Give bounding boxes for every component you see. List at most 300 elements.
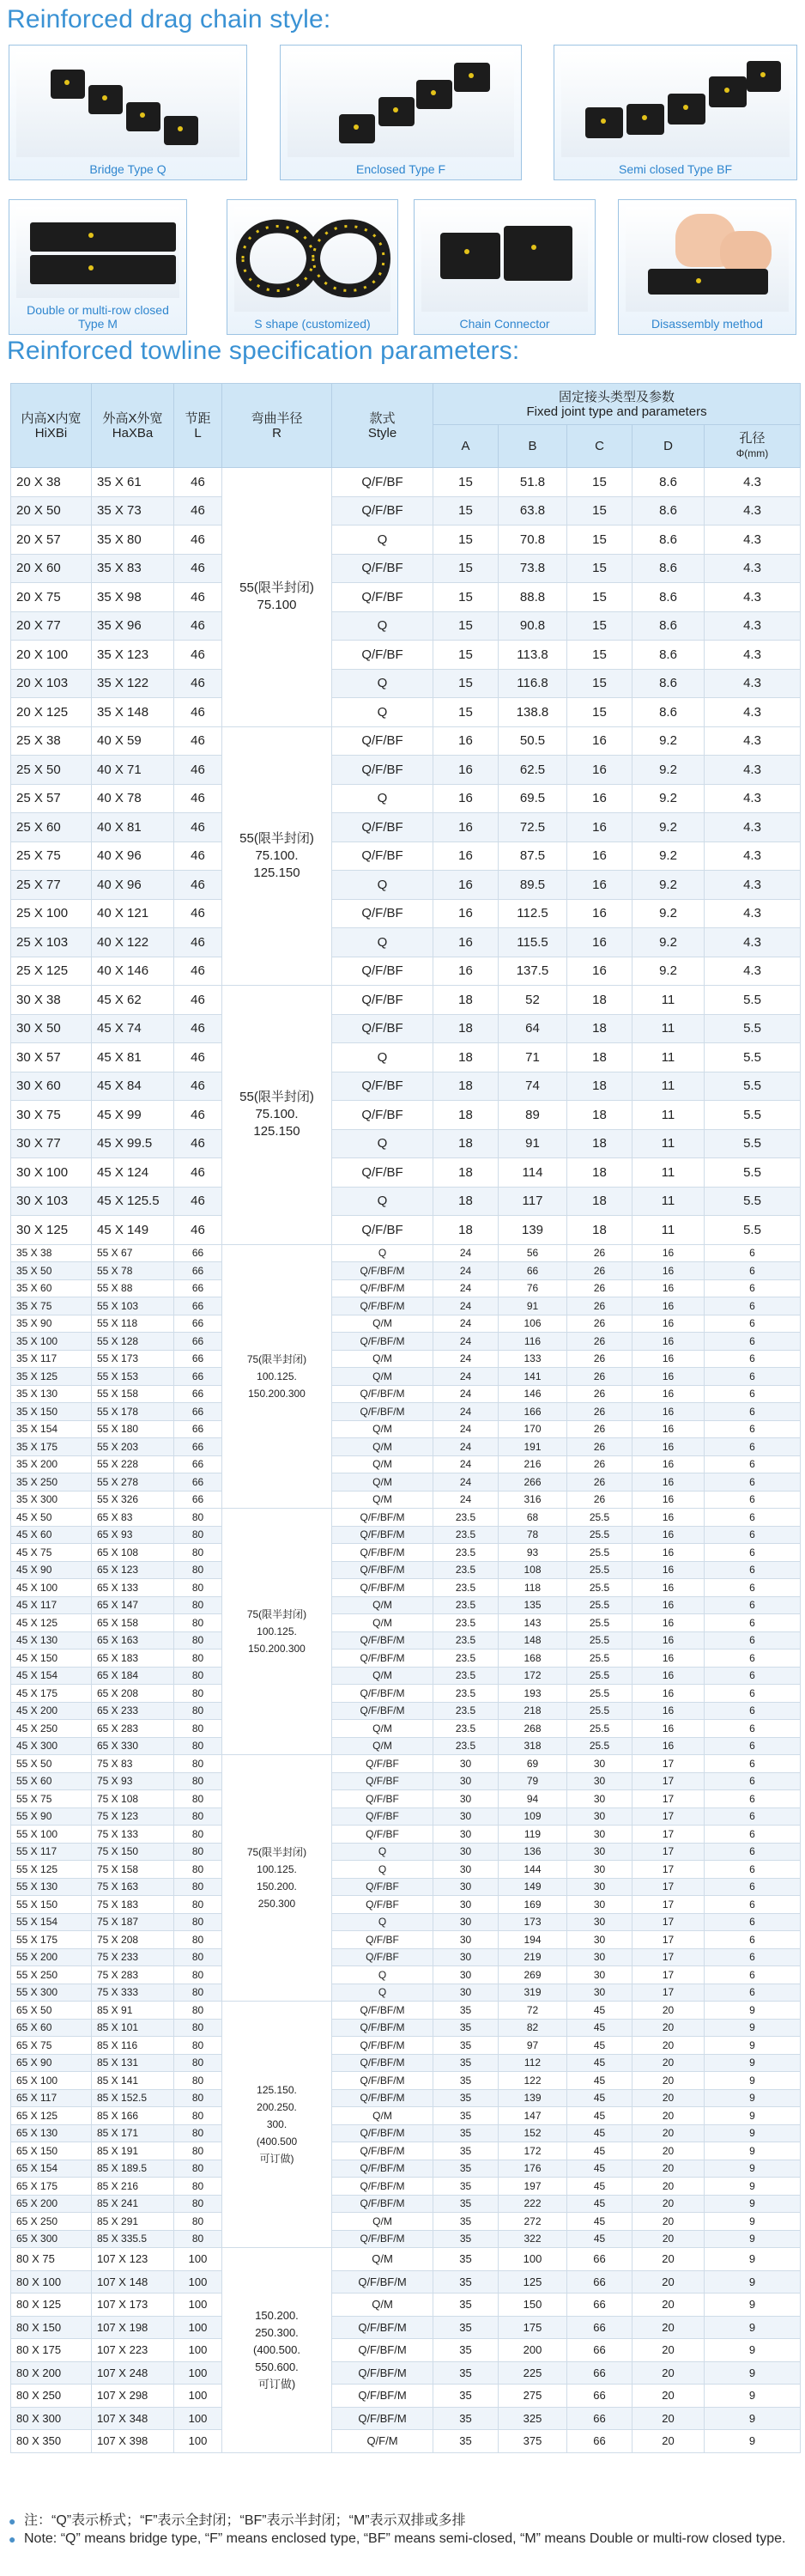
- cell-a: 30: [433, 1790, 499, 1808]
- cell-hole: 5.5: [705, 1158, 801, 1188]
- table-row: [11, 1913, 801, 1931]
- cell-pitch: 46: [174, 496, 222, 526]
- cell-a: 18: [433, 986, 499, 1015]
- cell-od: 45 X 74: [92, 1014, 174, 1043]
- cell-c: 26: [567, 1438, 632, 1456]
- cell-hole: 6: [705, 1403, 801, 1421]
- cell-a: 18: [433, 1187, 499, 1216]
- cell-a: 30: [433, 1807, 499, 1826]
- cell-od: 75 X 150: [92, 1843, 174, 1861]
- cell-style: Q/F/BF/M: [332, 1333, 433, 1351]
- cell-c: 26: [567, 1473, 632, 1492]
- cell-style: Q: [332, 669, 433, 698]
- table-row: [11, 1667, 801, 1685]
- cell-d: 16: [632, 1491, 705, 1509]
- cell-d: 17: [632, 1843, 705, 1861]
- cell-pitch: 100: [174, 2407, 222, 2430]
- cell-a: 23.5: [433, 1720, 499, 1738]
- cell-a: 24: [433, 1420, 499, 1438]
- cell-pitch: 80: [174, 2195, 222, 2213]
- cell-c: 25.5: [567, 1579, 632, 1597]
- bend-radius-cell: 75(限半封闭) 100.125. 150.200.300: [222, 1509, 332, 1755]
- semi-closed-chain-photo-icon: [561, 52, 790, 157]
- cell-d: 16: [632, 1631, 705, 1649]
- cell-c: 66: [567, 2385, 632, 2408]
- cell-style: Q/M: [332, 2248, 433, 2271]
- cell-pitch: 46: [174, 957, 222, 986]
- cell-c: 15: [567, 641, 632, 670]
- cell-pitch: 80: [174, 1807, 222, 1826]
- cell-od: 107 X 248: [92, 2361, 174, 2385]
- cell-c: 26: [567, 1350, 632, 1368]
- col-hole: [705, 425, 801, 468]
- s-shape-chain-photo-icon: [234, 207, 390, 312]
- cell-b: 166: [499, 1403, 567, 1421]
- cell-c: 26: [567, 1244, 632, 1262]
- cell-hole: 5.5: [705, 1014, 801, 1043]
- cell-c: 16: [567, 841, 632, 871]
- cell-id: 45 X 117: [11, 1596, 92, 1614]
- cell-a: 23.5: [433, 1685, 499, 1703]
- cell-b: 175: [499, 2316, 567, 2339]
- cell-b: 89.5: [499, 871, 567, 900]
- table-row: [11, 611, 801, 641]
- cell-hole: 9: [705, 2195, 801, 2213]
- cell-a: 16: [433, 899, 499, 928]
- cell-style: Q/F/BF: [332, 1807, 433, 1826]
- table-row: [11, 1244, 801, 1262]
- cell-id: 25 X 100: [11, 899, 92, 928]
- cell-b: 225: [499, 2361, 567, 2385]
- cell-pitch: 66: [174, 1350, 222, 1368]
- cell-hole: 6: [705, 1667, 801, 1685]
- cell-id: 20 X 50: [11, 496, 92, 526]
- cell-a: 35: [433, 2230, 499, 2248]
- cell-id: 45 X 125: [11, 1614, 92, 1632]
- cell-od: 85 X 335.5: [92, 2230, 174, 2248]
- cell-id: 55 X 250: [11, 1966, 92, 1984]
- cell-pitch: 80: [174, 1755, 222, 1773]
- cell-hole: 9: [705, 2072, 801, 2090]
- cell-style: Q: [332, 1861, 433, 1879]
- cell-d: 20: [632, 2160, 705, 2178]
- cell-c: 15: [567, 698, 632, 727]
- table-row: [11, 1544, 801, 1562]
- cell-od: 85 X 152.5: [92, 2089, 174, 2107]
- cell-od: 45 X 124: [92, 1158, 174, 1188]
- cell-c: 66: [567, 2430, 632, 2453]
- cell-style: Q: [332, 1129, 433, 1158]
- cell-od: 35 X 122: [92, 669, 174, 698]
- cell-id: 30 X 57: [11, 1043, 92, 1072]
- cell-pitch: 80: [174, 2213, 222, 2231]
- cell-a: 30: [433, 1755, 499, 1773]
- cell-c: 66: [567, 2270, 632, 2293]
- cell-a: 15: [433, 583, 499, 612]
- cell-hole: 6: [705, 1649, 801, 1668]
- table-row: [11, 1438, 801, 1456]
- cell-b: 89: [499, 1101, 567, 1130]
- table-row: [11, 2195, 801, 2213]
- cell-b: 66: [499, 1262, 567, 1280]
- cell-pitch: 80: [174, 1737, 222, 1755]
- cell-d: 20: [632, 2142, 705, 2160]
- cell-c: 45: [567, 2019, 632, 2037]
- cell-a: 35: [433, 2037, 499, 2055]
- cell-a: 15: [433, 641, 499, 670]
- cell-hole: 4.3: [705, 698, 801, 727]
- cell-style: Q/M: [332, 1596, 433, 1614]
- table-row: [11, 957, 801, 986]
- cell-style: Q/F/BF: [332, 1772, 433, 1790]
- cell-a: 16: [433, 928, 499, 957]
- cell-id: 80 X 125: [11, 2293, 92, 2317]
- cell-id: 35 X 250: [11, 1473, 92, 1492]
- cell-d: 17: [632, 1772, 705, 1790]
- cell-hole: 4.3: [705, 611, 801, 641]
- cell-d: 17: [632, 1984, 705, 2002]
- cell-style: Q/F/BF: [332, 583, 433, 612]
- cell-pitch: 66: [174, 1403, 222, 1421]
- cell-id: 45 X 60: [11, 1526, 92, 1544]
- cell-a: 35: [433, 2361, 499, 2385]
- cell-b: 112: [499, 2054, 567, 2072]
- cell-c: 18: [567, 1043, 632, 1072]
- cell-style: Q/F/BF/M: [332, 1297, 433, 1315]
- cell-pitch: 100: [174, 2430, 222, 2453]
- cell-hole: 4.3: [705, 813, 801, 842]
- cell-a: 24: [433, 1262, 499, 1280]
- cell-hole: 9: [705, 2230, 801, 2248]
- cell-d: 16: [632, 1244, 705, 1262]
- cell-b: 118: [499, 1579, 567, 1597]
- cell-d: 9.2: [632, 899, 705, 928]
- table-row: [11, 2430, 801, 2453]
- cell-style: Q/F/BF: [332, 1014, 433, 1043]
- cell-b: 79: [499, 1772, 567, 1790]
- cell-pitch: 80: [174, 1878, 222, 1896]
- cell-id: 25 X 103: [11, 928, 92, 957]
- cell-c: 30: [567, 1966, 632, 1984]
- cell-style: Q: [332, 1043, 433, 1072]
- cell-id: 35 X 60: [11, 1279, 92, 1297]
- bend-radius-cell: 150.200. 250.300. (400.500. 550.600. 可订做): [222, 2248, 332, 2453]
- table-row: [11, 928, 801, 957]
- cell-c: 16: [567, 756, 632, 785]
- cell-pitch: 46: [174, 1187, 222, 1216]
- cell-pitch: 80: [174, 1631, 222, 1649]
- table-row: [11, 726, 801, 756]
- cell-c: 18: [567, 1072, 632, 1101]
- cell-style: Q/F/BF: [332, 957, 433, 986]
- cell-c: 15: [567, 526, 632, 555]
- cell-d: 20: [632, 2293, 705, 2317]
- cell-a: 30: [433, 1948, 499, 1966]
- cell-od: 85 X 116: [92, 2037, 174, 2055]
- cell-od: 75 X 183: [92, 1896, 174, 1914]
- gallery-caption: Double or multi-row closed Type M: [27, 303, 169, 331]
- cell-b: 100: [499, 2248, 567, 2271]
- cell-c: 18: [567, 1014, 632, 1043]
- cell-b: 136: [499, 1843, 567, 1861]
- cell-pitch: 46: [174, 986, 222, 1015]
- table-row: [11, 554, 801, 583]
- cell-d: 17: [632, 1896, 705, 1914]
- cell-hole: 6: [705, 1984, 801, 2002]
- cell-b: 63.8: [499, 496, 567, 526]
- cell-c: 66: [567, 2293, 632, 2317]
- cell-od: 55 X 103: [92, 1297, 174, 1315]
- table-row: [11, 1631, 801, 1649]
- col-bend-radius: 弯曲半径 R: [222, 384, 332, 468]
- table-row: [11, 2248, 801, 2271]
- cell-od: 85 X 191: [92, 2142, 174, 2160]
- cell-od: 65 X 163: [92, 1631, 174, 1649]
- cell-pitch: 66: [174, 1473, 222, 1492]
- cell-style: Q: [332, 611, 433, 641]
- table-row: [11, 2072, 801, 2090]
- cell-style: Q/F/BF/M: [332, 2230, 433, 2248]
- cell-od: 35 X 148: [92, 698, 174, 727]
- cell-od: 45 X 125.5: [92, 1187, 174, 1216]
- cell-d: 16: [632, 1737, 705, 1755]
- cell-b: 318: [499, 1737, 567, 1755]
- table-row: [11, 1826, 801, 1844]
- col-fixed-joint: 固定接头类型及参数 Fixed joint type and parameters: [433, 384, 801, 425]
- cell-hole: 9: [705, 2089, 801, 2107]
- cell-od: 75 X 208: [92, 1931, 174, 1949]
- cell-od: 55 X 203: [92, 1438, 174, 1456]
- cell-hole: 9: [705, 2407, 801, 2430]
- table-row: [11, 1216, 801, 1245]
- cell-id: 25 X 57: [11, 784, 92, 813]
- cell-pitch: 66: [174, 1455, 222, 1473]
- cell-style: Q/F/BF/M: [332, 2089, 433, 2107]
- cell-a: 24: [433, 1438, 499, 1456]
- cell-b: 219: [499, 1948, 567, 1966]
- cell-od: 107 X 123: [92, 2248, 174, 2271]
- cell-id: 65 X 150: [11, 2142, 92, 2160]
- cell-hole: 6: [705, 1333, 801, 1351]
- cell-id: 80 X 150: [11, 2316, 92, 2339]
- cell-a: 35: [433, 2430, 499, 2453]
- cell-b: 168: [499, 1649, 567, 1668]
- cell-c: 16: [567, 957, 632, 986]
- cell-b: 138.8: [499, 698, 567, 727]
- cell-c: 16: [567, 928, 632, 957]
- cell-hole: 4.3: [705, 526, 801, 555]
- cell-od: 55 X 278: [92, 1473, 174, 1492]
- cell-a: 23.5: [433, 1561, 499, 1579]
- cell-b: 272: [499, 2213, 567, 2231]
- cell-a: 16: [433, 871, 499, 900]
- cell-c: 26: [567, 1262, 632, 1280]
- cell-style: Q/F/BF/M: [332, 1579, 433, 1597]
- table-row: [11, 813, 801, 842]
- cell-style: Q/F/BF: [332, 899, 433, 928]
- cell-d: 16: [632, 1455, 705, 1473]
- gallery-caption: Chain Connector: [459, 317, 550, 331]
- cell-d: 20: [632, 2316, 705, 2339]
- cell-style: Q: [332, 1913, 433, 1931]
- cell-d: 9.2: [632, 756, 705, 785]
- cell-b: 62.5: [499, 756, 567, 785]
- cell-id: 45 X 50: [11, 1509, 92, 1527]
- cell-a: 24: [433, 1473, 499, 1492]
- table-row: [11, 2407, 801, 2430]
- table-row: [11, 1262, 801, 1280]
- cell-hole: 6: [705, 1807, 801, 1826]
- cell-d: 9.2: [632, 871, 705, 900]
- cell-pitch: 80: [174, 1772, 222, 1790]
- cell-a: 15: [433, 554, 499, 583]
- cell-b: 91: [499, 1297, 567, 1315]
- cell-a: 30: [433, 1843, 499, 1861]
- cell-id: 65 X 117: [11, 2089, 92, 2107]
- cell-a: 15: [433, 526, 499, 555]
- cell-hole: 9: [705, 2270, 801, 2293]
- cell-c: 66: [567, 2339, 632, 2362]
- cell-d: 8.6: [632, 611, 705, 641]
- cell-pitch: 46: [174, 1129, 222, 1158]
- cell-pitch: 80: [174, 1649, 222, 1668]
- cell-od: 40 X 122: [92, 928, 174, 957]
- cell-hole: 4.3: [705, 468, 801, 497]
- cell-b: 112.5: [499, 899, 567, 928]
- cell-b: 322: [499, 2230, 567, 2248]
- cell-b: 70.8: [499, 526, 567, 555]
- cell-pitch: 46: [174, 1101, 222, 1130]
- cell-od: 75 X 133: [92, 1826, 174, 1844]
- cell-b: 191: [499, 1438, 567, 1456]
- cell-hole: 9: [705, 2361, 801, 2385]
- cell-d: 9.2: [632, 957, 705, 986]
- cell-od: 65 X 147: [92, 1596, 174, 1614]
- cell-style: Q/F/BF/M: [332, 2160, 433, 2178]
- bend-radius-cell: 55(限半封闭) 75.100. 125.150: [222, 986, 332, 1245]
- cell-od: 65 X 208: [92, 1685, 174, 1703]
- cell-pitch: 66: [174, 1244, 222, 1262]
- cell-id: 65 X 130: [11, 2124, 92, 2142]
- cell-hole: 6: [705, 1913, 801, 1931]
- cell-style: Q/F/BF/M: [332, 1685, 433, 1703]
- table-row: [11, 1790, 801, 1808]
- cell-b: 116: [499, 1333, 567, 1351]
- cell-id: 65 X 50: [11, 2002, 92, 2020]
- cell-id: 55 X 100: [11, 1826, 92, 1844]
- cell-od: 45 X 84: [92, 1072, 174, 1101]
- cell-pitch: 80: [174, 2178, 222, 2196]
- cell-hole: 6: [705, 1596, 801, 1614]
- cell-d: 20: [632, 2054, 705, 2072]
- cell-id: 20 X 57: [11, 526, 92, 555]
- cell-hole: 6: [705, 1491, 801, 1509]
- table-row: [11, 496, 801, 526]
- cell-d: 8.6: [632, 526, 705, 555]
- cell-style: Q/F/BF/M: [332, 1279, 433, 1297]
- cell-a: 30: [433, 1984, 499, 2002]
- table-row: [11, 784, 801, 813]
- cell-c: 45: [567, 2037, 632, 2055]
- cell-pitch: 46: [174, 669, 222, 698]
- cell-od: 65 X 283: [92, 1720, 174, 1738]
- cell-pitch: 80: [174, 1614, 222, 1632]
- cell-id: 55 X 130: [11, 1878, 92, 1896]
- cell-a: 15: [433, 669, 499, 698]
- cell-hole: 9: [705, 2160, 801, 2178]
- cell-b: 115.5: [499, 928, 567, 957]
- cell-a: 30: [433, 1966, 499, 1984]
- cell-style: Q/F/BF: [332, 986, 433, 1015]
- cell-od: 55 X 228: [92, 1455, 174, 1473]
- table-row: [11, 2270, 801, 2293]
- cell-c: 45: [567, 2107, 632, 2125]
- cell-style: Q/F/BF: [332, 1878, 433, 1896]
- cell-id: 20 X 77: [11, 611, 92, 641]
- spec-heading: Reinforced towline specification parameters:: [7, 337, 520, 365]
- cell-style: Q: [332, 1244, 433, 1262]
- cell-d: 8.6: [632, 583, 705, 612]
- cell-d: 16: [632, 1596, 705, 1614]
- gallery-card-s-shape: [227, 199, 398, 335]
- table-row: [11, 1350, 801, 1368]
- cell-style: Q/F/BF/M: [332, 1509, 433, 1527]
- cell-b: 91: [499, 1129, 567, 1158]
- cell-style: Q: [332, 928, 433, 957]
- cell-pitch: 46: [174, 468, 222, 497]
- table-row: [11, 1297, 801, 1315]
- cell-od: 55 X 173: [92, 1350, 174, 1368]
- cell-od: 107 X 398: [92, 2430, 174, 2453]
- table-row: [11, 1491, 801, 1509]
- cell-b: 74: [499, 1072, 567, 1101]
- cell-pitch: 80: [174, 1596, 222, 1614]
- cell-d: 16: [632, 1526, 705, 1544]
- cell-a: 35: [433, 2019, 499, 2037]
- cell-a: 16: [433, 841, 499, 871]
- cell-pitch: 66: [174, 1315, 222, 1333]
- cell-a: 23.5: [433, 1631, 499, 1649]
- cell-style: Q/F/BF: [332, 641, 433, 670]
- cell-style: Q/F/BF/M: [332, 2339, 433, 2362]
- cell-pitch: 46: [174, 726, 222, 756]
- cell-a: 35: [433, 2407, 499, 2430]
- cell-hole: 6: [705, 1966, 801, 1984]
- cell-hole: 6: [705, 1544, 801, 1562]
- cell-b: 147: [499, 2107, 567, 2125]
- cell-od: 85 X 141: [92, 2072, 174, 2090]
- cell-d: 20: [632, 2339, 705, 2362]
- cell-d: 20: [632, 2107, 705, 2125]
- cell-d: 16: [632, 1279, 705, 1297]
- cell-d: 17: [632, 1807, 705, 1826]
- cell-pitch: 80: [174, 1544, 222, 1562]
- cell-b: 148: [499, 1631, 567, 1649]
- table-row: [11, 526, 801, 555]
- cell-c: 18: [567, 1129, 632, 1158]
- cell-id: 45 X 154: [11, 1667, 92, 1685]
- cell-pitch: 80: [174, 2160, 222, 2178]
- gallery-card-semi-closed: [554, 45, 797, 180]
- cell-c: 18: [567, 1158, 632, 1188]
- cell-id: 55 X 150: [11, 1896, 92, 1914]
- cell-pitch: 80: [174, 2107, 222, 2125]
- cell-pitch: 80: [174, 1843, 222, 1861]
- cell-hole: 6: [705, 1755, 801, 1773]
- cell-hole: 9: [705, 2037, 801, 2055]
- cell-od: 45 X 81: [92, 1043, 174, 1072]
- cell-hole: 6: [705, 1438, 801, 1456]
